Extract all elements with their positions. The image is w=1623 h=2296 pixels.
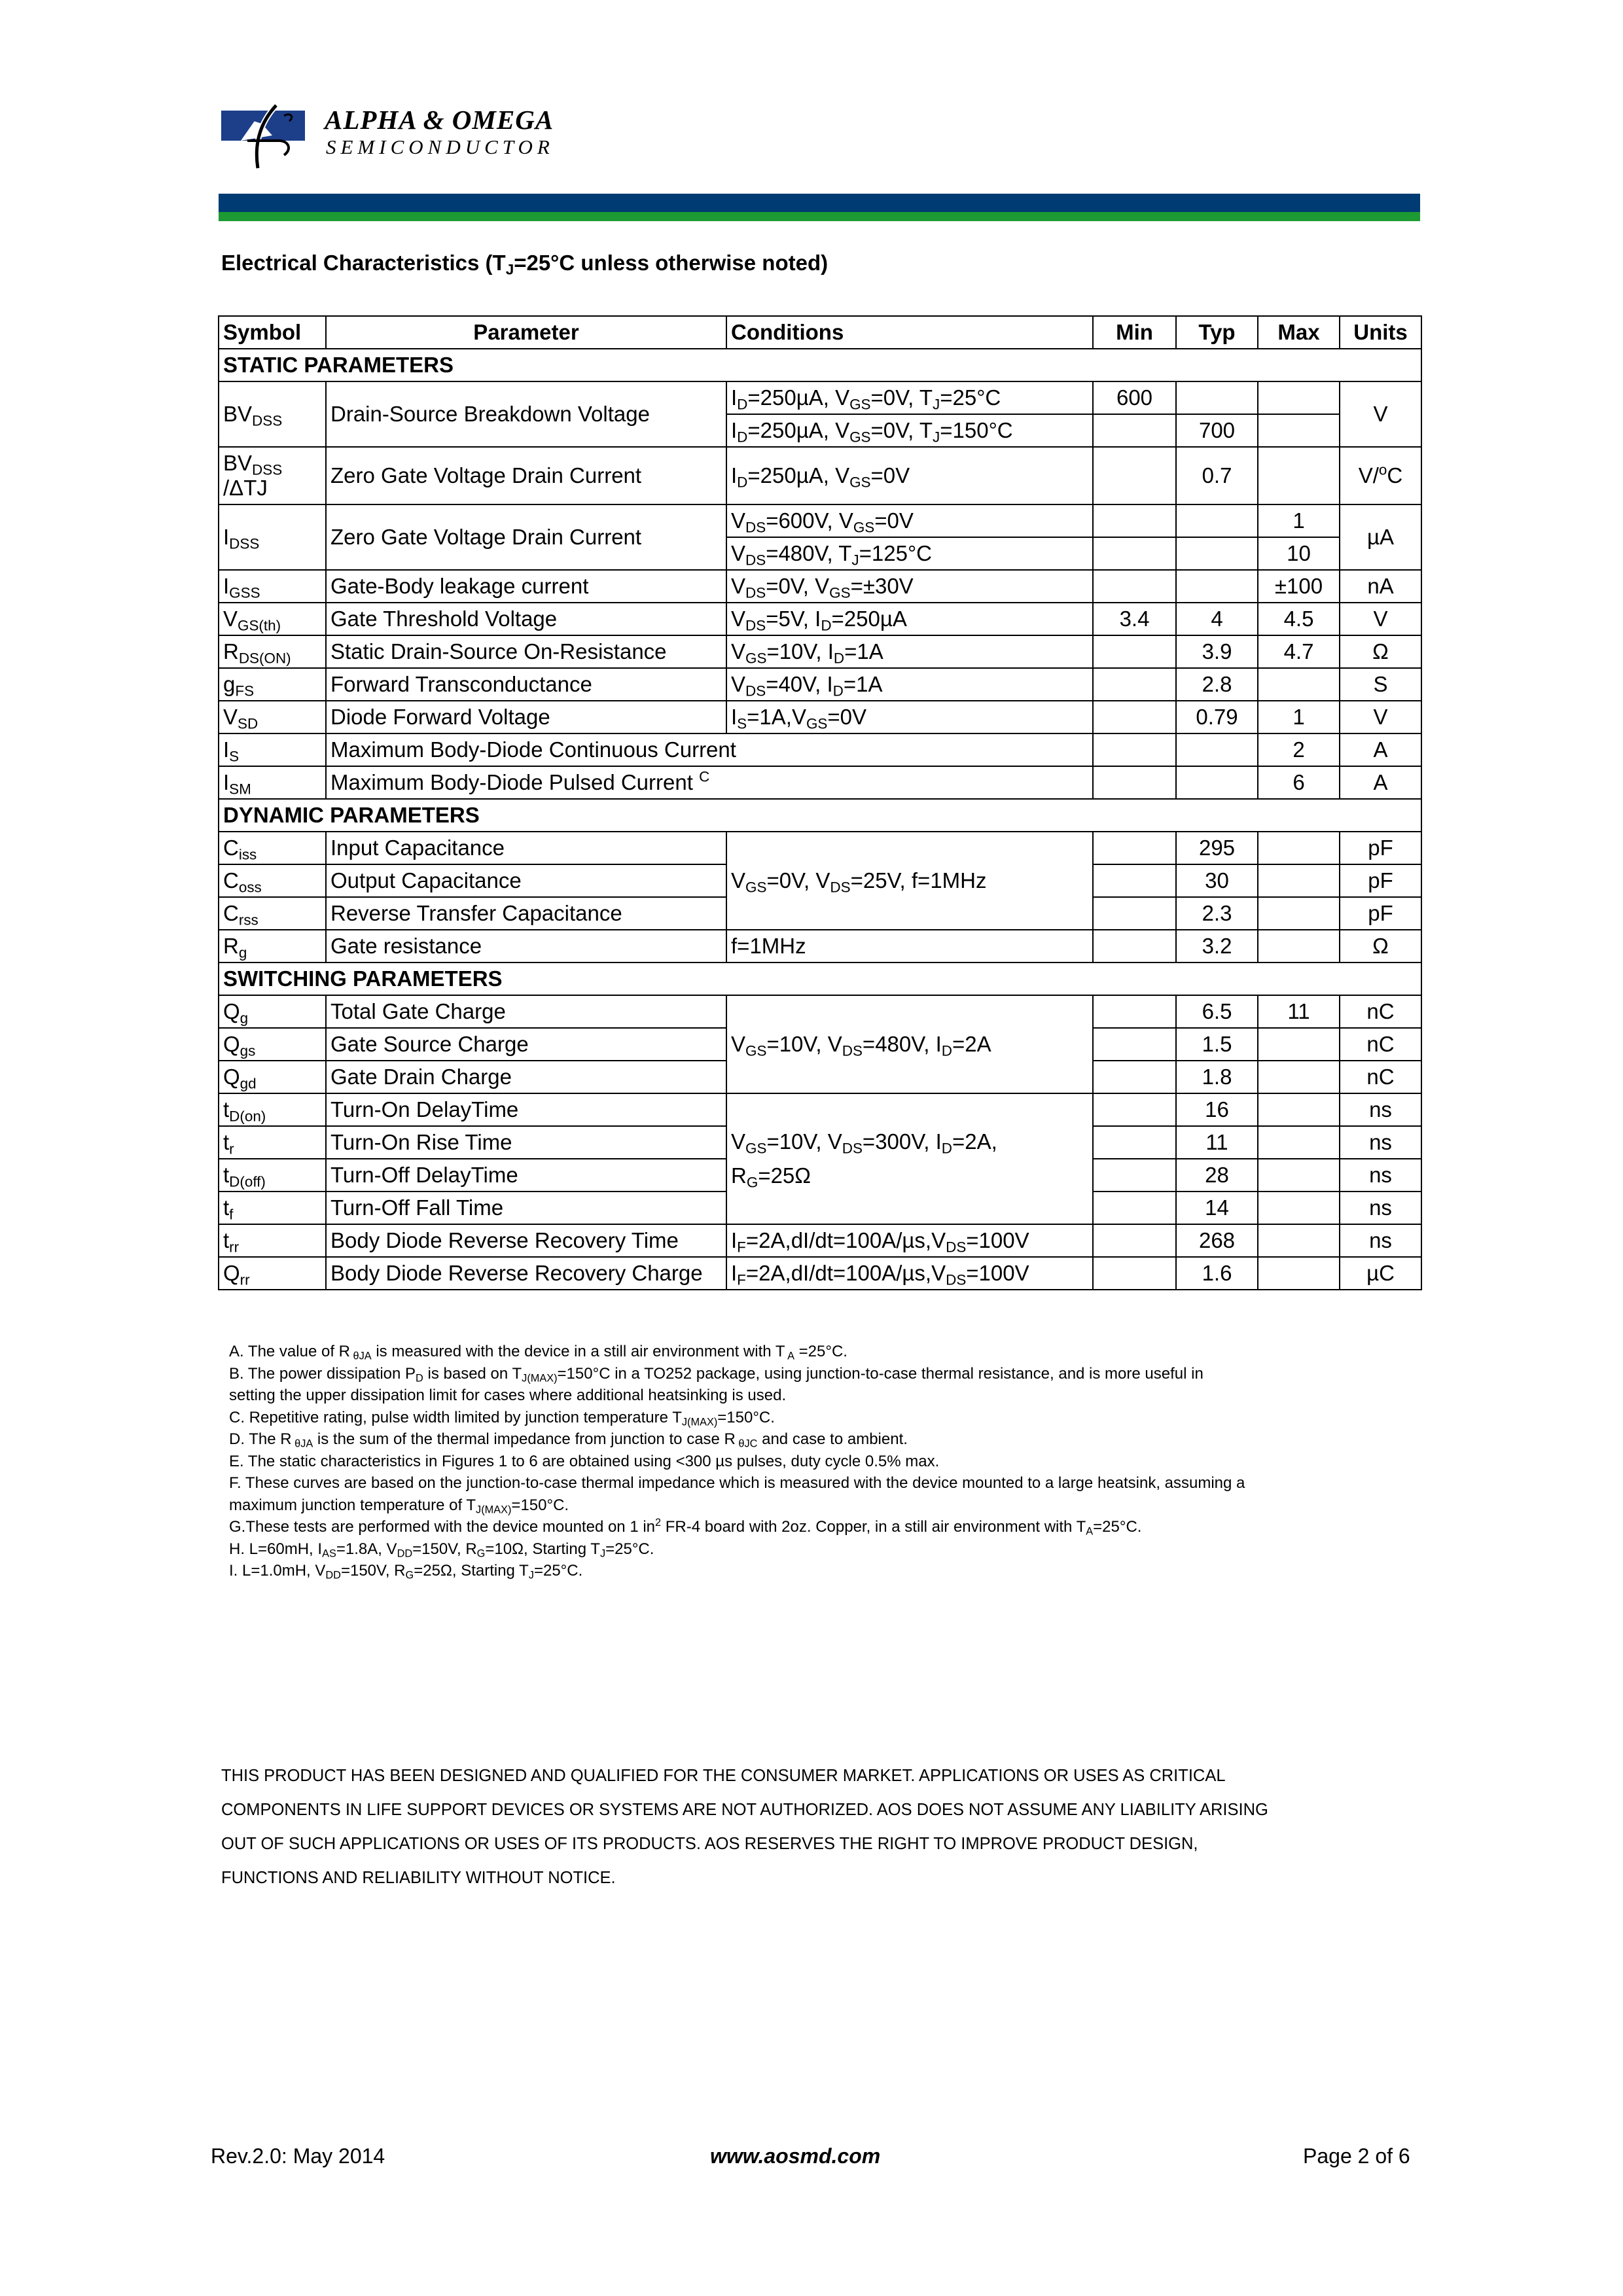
max-cell: 10 — [1258, 537, 1340, 570]
typ-cell: 0.79 — [1176, 701, 1258, 733]
header-max: Max — [1258, 316, 1340, 349]
parameter-cell: Gate resistance — [326, 930, 726, 963]
table-row — [219, 504, 1421, 537]
symbol-cell: $Q_g$ — [219, 995, 326, 1028]
parameter-cell: Body Diode Reverse Recovery Time — [326, 1224, 726, 1257]
parameter-cell: Gate Drain Charge — [326, 1061, 726, 1093]
typ-cell: 1.6 — [1176, 1257, 1258, 1290]
units-cell: µC — [1340, 1257, 1421, 1290]
conditions-cell: $V_{DS}=40V$, $I_D=1A$ — [726, 668, 1093, 701]
max-cell — [1258, 1093, 1340, 1126]
symbol-cell: $I_{SM}$ — [219, 766, 326, 799]
units-cell: V — [1340, 701, 1421, 733]
units-cell: µA — [1340, 504, 1421, 570]
symbol-cell: $t_f$ — [219, 1192, 326, 1224]
table-row — [219, 995, 1421, 1028]
units-cell: ns — [1340, 1126, 1421, 1159]
units-cell: V — [1340, 603, 1421, 635]
section-static: STATIC PARAMETERS — [219, 349, 1421, 381]
company-logo — [221, 101, 614, 173]
section-row — [219, 963, 1421, 995]
symbol-cell: $Q_{gs}$ — [219, 1028, 326, 1061]
min-cell — [1093, 1257, 1176, 1290]
disclaimer-line: FUNCTIONS AND RELIABILITY WITHOUT NOTICE. — [221, 1869, 616, 1887]
units-cell: ns — [1340, 1093, 1421, 1126]
max-cell: 6 — [1258, 766, 1340, 799]
footnote-g: G.These tests are performed with the device mounted on 1 $in^2$ FR-4 board with 2oz. Copper, in a still air environment with $T_A=25^\circ C$. — [229, 1517, 1142, 1538]
parameter-cell: Output Capacitance — [326, 864, 726, 897]
typ-cell: 2.8 — [1176, 668, 1258, 701]
max-cell — [1258, 864, 1340, 897]
max-cell — [1258, 832, 1340, 864]
min-cell — [1093, 897, 1176, 930]
footnotes — [229, 1341, 1427, 1582]
footnote-f: F. These curves are based on the junction-to-case thermal impedance which is measured with the device mounted to a large heatsink, assuming a — [229, 1474, 1245, 1492]
parameter-cell: Drain-Source Breakdown Voltage — [326, 381, 726, 447]
symbol-cell: $R_{DS(ON)}$ — [219, 635, 326, 668]
company-division: SEMICONDUCTOR — [326, 135, 554, 158]
max-cell — [1258, 1061, 1340, 1093]
header-band-blue — [219, 194, 1420, 212]
symbol-cell: $BV_{DSS}$ — [219, 381, 326, 447]
units-cell: ns — [1340, 1159, 1421, 1192]
typ-cell: 268 — [1176, 1224, 1258, 1257]
min-cell — [1093, 668, 1176, 701]
max-cell — [1258, 1224, 1340, 1257]
max-cell — [1258, 381, 1340, 414]
conditions-cell: $V_{GS}=10V$, $V_{DS}=480V$, $I_D=2A$ — [726, 995, 1093, 1093]
typ-cell: 2.3 — [1176, 897, 1258, 930]
footnote-c: C. Repetitive rating, pulse width limited by junction temperature $T_{J(MAX)}=150^\circ C$. — [229, 1408, 775, 1428]
max-cell: 1 — [1258, 504, 1340, 537]
units-cell: nA — [1340, 570, 1421, 603]
min-cell — [1093, 1192, 1176, 1224]
parameter-cell: Turn-On Rise Time — [326, 1126, 726, 1159]
units-cell: S — [1340, 668, 1421, 701]
company-name: ALPHA & OMEGA — [325, 105, 554, 135]
conditions-cell: $V_{GS}=10V$, $I_D=1A$ — [726, 635, 1093, 668]
typ-cell: 3.2 — [1176, 930, 1258, 963]
table-row — [219, 733, 1421, 766]
table-row — [219, 447, 1421, 504]
page-title: Electrical Characteristics ($T_J=25^\circ C$ unless otherwise noted) — [221, 251, 829, 278]
parameter-cell: Gate Threshold Voltage — [326, 603, 726, 635]
parameter-cell: Maximum Body-Diode Continuous Current — [326, 733, 1093, 766]
max-cell — [1258, 897, 1340, 930]
parameter-cell: Body Diode Reverse Recovery Charge — [326, 1257, 726, 1290]
max-cell — [1258, 1257, 1340, 1290]
conditions-cell: $I_S=1A,V_{GS}=0V$ — [726, 701, 1093, 733]
conditions-cell: $I_F=2A,dI/dt=100A/\mu s,V_{DS}=100V$ — [726, 1257, 1093, 1290]
typ-cell: 3.9 — [1176, 635, 1258, 668]
units-cell: ns — [1340, 1192, 1421, 1224]
header-band — [219, 194, 1420, 221]
conditions-cell: $V_{DS}=600V$, $V_{GS}=0V$ — [726, 504, 1093, 537]
symbol-cell: $C_{rss}$ — [219, 897, 326, 930]
parameter-cell: Reverse Transfer Capacitance — [326, 897, 726, 930]
table-row — [219, 766, 1421, 799]
max-cell — [1258, 1028, 1340, 1061]
parameter-cell: Static Drain-Source On-Resistance — [326, 635, 726, 668]
table-row — [219, 381, 1421, 414]
symbol-cell: $I_{GSS}$ — [219, 570, 326, 603]
min-cell: 600 — [1093, 381, 1176, 414]
max-cell: ±100 — [1258, 570, 1340, 603]
parameter-cell: Gate-Body leakage current — [326, 570, 726, 603]
symbol-cell: $BV_{DSS}$ /ΔTJ — [219, 447, 326, 504]
footnote-b-continued: setting the upper dissipation limit for cases where additional heatsinking is used. — [229, 1386, 787, 1404]
typ-cell — [1176, 504, 1258, 537]
units-cell: Ω — [1340, 635, 1421, 668]
max-cell — [1258, 930, 1340, 963]
footer-revision: Rev.2.0: May 2014 — [211, 2144, 385, 2168]
min-cell — [1093, 635, 1176, 668]
parameter-cell: Input Capacitance — [326, 832, 726, 864]
conditions-cell: f=1MHz — [726, 930, 1093, 963]
symbol-cell: $g_{FS}$ — [219, 668, 326, 701]
table-row — [219, 832, 1421, 864]
footnote-a: A. The value of R $_{\theta JA}$ is measured with the device in a still air environment with T $_A$ =25°C. — [229, 1343, 847, 1362]
typ-cell: 1.5 — [1176, 1028, 1258, 1061]
min-cell — [1093, 1224, 1176, 1257]
min-cell — [1093, 864, 1176, 897]
min-cell — [1093, 414, 1176, 447]
parameter-cell: Maximum Body-Diode Pulsed Current $^C$ — [326, 766, 1093, 799]
aos-logo-icon — [221, 103, 316, 173]
parameter-cell: Zero Gate Voltage Drain Current — [326, 504, 726, 570]
units-cell: A — [1340, 733, 1421, 766]
typ-cell: 1.8 — [1176, 1061, 1258, 1093]
footer-page-number: Page 2 of 6 — [1303, 2144, 1410, 2168]
min-cell — [1093, 537, 1176, 570]
min-cell — [1093, 447, 1176, 504]
max-cell: 2 — [1258, 733, 1340, 766]
min-cell — [1093, 1159, 1176, 1192]
disclaimer-line: COMPONENTS IN LIFE SUPPORT DEVICES OR SYSTEMS ARE NOT AUTHORIZED. AOS DOES NOT ASSUME ANY LIABILITY ARISING — [221, 1801, 1268, 1819]
header-min: Min — [1093, 316, 1176, 349]
conditions-cell: $I_F=2A,dI/dt=100A/\mu s,V_{DS}=100V$ — [726, 1224, 1093, 1257]
max-cell — [1258, 1126, 1340, 1159]
min-cell — [1093, 1028, 1176, 1061]
conditions-cell: $V_{GS}=10V$, $V_{DS}=300V$, $I_D=2A$, $R_G=25\Omega$ — [726, 1093, 1093, 1224]
parameter-cell: Total Gate Charge — [326, 995, 726, 1028]
header-parameter: Parameter — [326, 316, 726, 349]
symbol-cell: $V_{SD}$ — [219, 701, 326, 733]
parameter-cell: Turn-Off Fall Time — [326, 1192, 726, 1224]
table-row — [219, 1257, 1421, 1290]
section-row — [219, 349, 1421, 381]
units-cell: pF — [1340, 832, 1421, 864]
units-cell: pF — [1340, 897, 1421, 930]
conditions-cell: $V_{DS}=5V$, $I_D=250\mu A$ — [726, 603, 1093, 635]
header-conditions: Conditions — [726, 316, 1093, 349]
max-cell: 11 — [1258, 995, 1340, 1028]
symbol-cell: $C_{iss}$ — [219, 832, 326, 864]
typ-cell: 28 — [1176, 1159, 1258, 1192]
max-cell: 1 — [1258, 701, 1340, 733]
typ-cell: 0.7 — [1176, 447, 1258, 504]
symbol-cell: $t_r$ — [219, 1126, 326, 1159]
typ-cell: 16 — [1176, 1093, 1258, 1126]
symbol-cell: $I_S$ — [219, 733, 326, 766]
typ-cell: 11 — [1176, 1126, 1258, 1159]
min-cell — [1093, 701, 1176, 733]
min-cell — [1093, 504, 1176, 537]
footer-website-link[interactable]: www.aosmd.com — [710, 2144, 881, 2168]
symbol-cell: $C_{oss}$ — [219, 864, 326, 897]
table-row — [219, 635, 1421, 668]
typ-cell: 14 — [1176, 1192, 1258, 1224]
typ-cell: 4 — [1176, 603, 1258, 635]
table-header-row — [219, 316, 1421, 349]
section-switching: SWITCHING PARAMETERS — [219, 963, 1421, 995]
parameter-cell: Gate Source Charge — [326, 1028, 726, 1061]
max-cell — [1258, 1192, 1340, 1224]
units-cell: Ω — [1340, 930, 1421, 963]
parameter-cell: Turn-On DelayTime — [326, 1093, 726, 1126]
symbol-cell: $R_g$ — [219, 930, 326, 963]
disclaimer-line: THIS PRODUCT HAS BEEN DESIGNED AND QUALIFIED FOR THE CONSUMER MARKET. APPLICATIONS OR USES AS CRITICAL — [221, 1767, 1226, 1785]
parameter-cell: Turn-Off DelayTime — [326, 1159, 726, 1192]
units-cell: nC — [1340, 995, 1421, 1028]
min-cell — [1093, 1126, 1176, 1159]
typ-cell: 295 — [1176, 832, 1258, 864]
typ-cell — [1176, 766, 1258, 799]
units-cell: V — [1340, 381, 1421, 447]
table-row — [219, 603, 1421, 635]
symbol-cell: $t_{D(on)}$ — [219, 1093, 326, 1126]
table-row — [219, 668, 1421, 701]
min-cell — [1093, 570, 1176, 603]
disclaimer-line: OUT OF SUCH APPLICATIONS OR USES OF ITS PRODUCTS. AOS RESERVES THE RIGHT TO IMPROVE PRODUCT DESIGN, — [221, 1835, 1198, 1853]
table-row — [219, 930, 1421, 963]
footnote-e: E. The static characteristics in Figures 1 to 6 are obtained using <300 µs pulses, duty cycle 0.5% max. — [229, 1452, 940, 1470]
conditions-cell: $V_{GS}=0V$, $V_{DS}=25V$, f=1MHz — [726, 832, 1093, 930]
typ-cell — [1176, 733, 1258, 766]
header-symbol: Symbol — [219, 316, 326, 349]
units-cell: V/$^o$C — [1340, 447, 1421, 504]
min-cell — [1093, 1061, 1176, 1093]
typ-cell: 700 — [1176, 414, 1258, 447]
typ-cell: 6.5 — [1176, 995, 1258, 1028]
footnote-h: H. L=60mH, $I_{AS}=1.8A$, $V_{DD}=150V$, $R_G=10\Omega$, Starting $T_J=25^\circ C$. — [229, 1540, 654, 1560]
min-cell — [1093, 995, 1176, 1028]
typ-cell — [1176, 381, 1258, 414]
footnote-i: I. L=1.0mH, $V_{DD}=150V$, $R_G=25\Omega$, Starting $T_J=25^\circ C$. — [229, 1562, 583, 1581]
symbol-cell: $t_{rr}$ — [219, 1224, 326, 1257]
max-cell — [1258, 414, 1340, 447]
header-units: Units — [1340, 316, 1421, 349]
parameter-cell: Forward Transconductance — [326, 668, 726, 701]
header-typ: Typ — [1176, 316, 1258, 349]
units-cell: pF — [1340, 864, 1421, 897]
footnote-d: D. The R $_{\theta JA}$ is the sum of the thermal impedance from junction to case R $_{\theta JC}$ and case to ambient. — [229, 1430, 908, 1450]
max-cell — [1258, 1159, 1340, 1192]
table-row — [219, 1093, 1421, 1126]
section-dynamic: DYNAMIC PARAMETERS — [219, 799, 1421, 832]
symbol-cell: $Q_{rr}$ — [219, 1257, 326, 1290]
min-cell — [1093, 766, 1176, 799]
header-band-green — [219, 212, 1420, 221]
typ-cell: 30 — [1176, 864, 1258, 897]
units-cell: nC — [1340, 1061, 1421, 1093]
max-cell — [1258, 447, 1340, 504]
footnote-f-continued: maximum junction temperature of $T_{J(MAX)}=150^\circ C$. — [229, 1496, 569, 1516]
conditions-cell: $I_D=250\mu A$, $V_{GS}=0V$ — [726, 447, 1093, 504]
symbol-cell: $I_{DSS}$ — [219, 504, 326, 570]
table-row — [219, 570, 1421, 603]
max-cell: 4.7 — [1258, 635, 1340, 668]
conditions-cell: $I_D=250\mu A$, $V_{GS}=0V$, $T_J=25^\circ C$ — [726, 381, 1093, 414]
min-cell — [1093, 930, 1176, 963]
section-row — [219, 799, 1421, 832]
conditions-cell: $V_{DS}=480V$, $T_J=125^\circ C$ — [726, 537, 1093, 570]
parameter-cell: Diode Forward Voltage — [326, 701, 726, 733]
symbol-cell: $Q_{gd}$ — [219, 1061, 326, 1093]
parameter-cell: Zero Gate Voltage Drain Current — [326, 447, 726, 504]
symbol-cell: $t_{D(off)}$ — [219, 1159, 326, 1192]
symbol-cell: $V_{GS(th)}$ — [219, 603, 326, 635]
min-cell — [1093, 832, 1176, 864]
units-cell: nC — [1340, 1028, 1421, 1061]
disclaimer — [221, 1759, 1419, 1895]
units-cell: A — [1340, 766, 1421, 799]
min-cell — [1093, 1093, 1176, 1126]
max-cell: 4.5 — [1258, 603, 1340, 635]
typ-cell — [1176, 537, 1258, 570]
max-cell — [1258, 668, 1340, 701]
units-cell: ns — [1340, 1224, 1421, 1257]
table-row — [219, 1224, 1421, 1257]
conditions-cell: $I_D=250\mu A$, $V_{GS}=0V$, $T_J=150^\circ C$ — [726, 414, 1093, 447]
electrical-characteristics-table — [218, 315, 1422, 1290]
table-row — [219, 701, 1421, 733]
min-cell: 3.4 — [1093, 603, 1176, 635]
typ-cell — [1176, 570, 1258, 603]
conditions-cell: $V_{DS}=0V$, $V_{GS}=\pm 30V$ — [726, 570, 1093, 603]
min-cell — [1093, 733, 1176, 766]
footnote-b: B. The power dissipation $P_D$ is based on $T_{J(MAX)}=150^\circ C$ in a TO252 package, using junction-to-case thermal resistance, and is more useful in — [229, 1364, 1204, 1385]
